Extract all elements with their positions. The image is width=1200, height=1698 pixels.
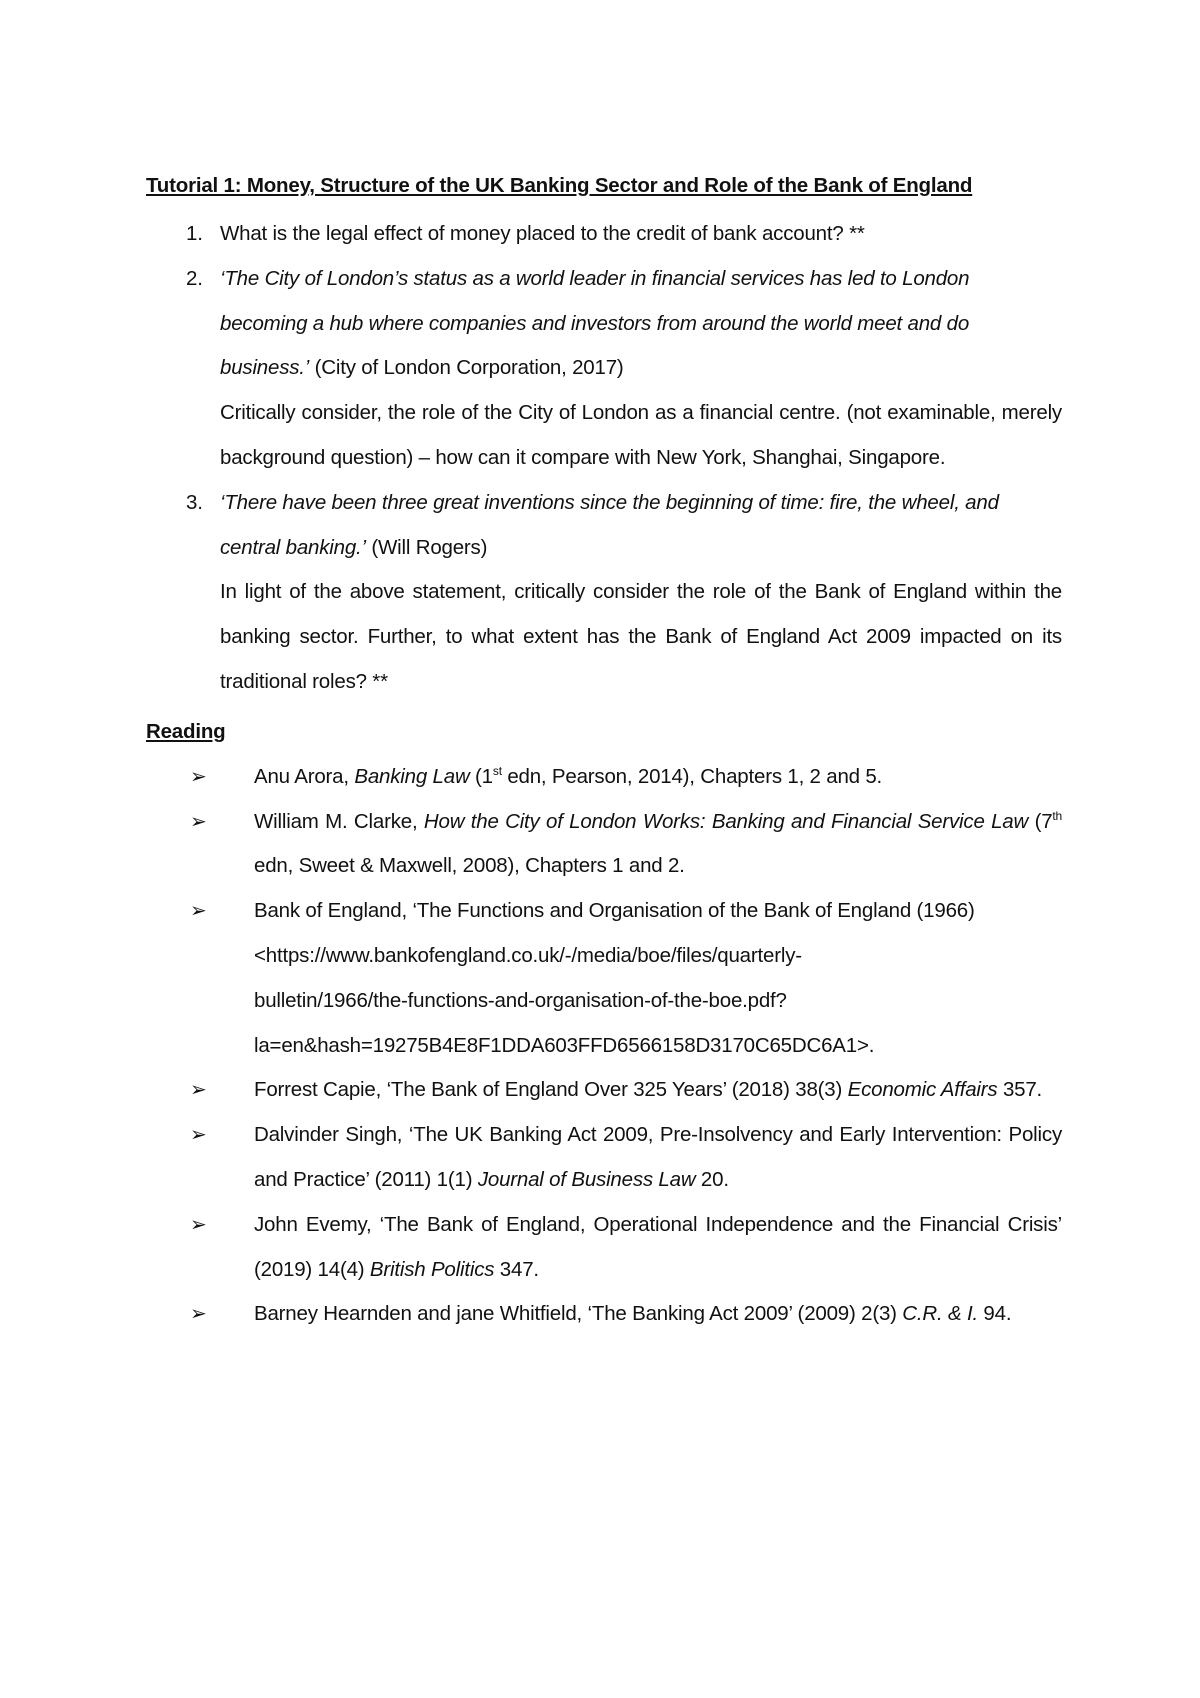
reading-heading: Reading [146,719,226,743]
reading-author: Barney Hearnden and jane Whitfield, ‘The Banking Act 2009’ (2009) 2(3) [254,1302,903,1326]
quote-attribution: (City of London Corporation, 2017) [309,356,624,380]
question-number: 1. [186,222,203,245]
tutorial-title: Tutorial 1: Money, Structure of the UK Banking Sector and Role of the Bank of England [146,174,973,197]
arrow-bullet-icon: ➢ [190,900,207,923]
reading-author: Dalvinder Singh, ‘The UK Banking Act 2009, Pre-Insolvency and Early Intervention: Policy and Practice’ (2011) 1(1) [254,1123,1062,1191]
question-text: Critically consider, the role of the City of London as a financial centre. (not examinable, merely background question) – how can it compare with New York, Shanghai, Singapore. [220,401,1062,469]
arrow-bullet-icon: ➢ [190,1213,207,1236]
question-item [146,212,1062,257]
reading-title: How the City of London Works: Banking and Financial Service Law [423,809,1029,833]
reading-journal: Economic Affairs [847,1078,998,1102]
reading-item [146,1203,1062,1293]
question-number: 2. [186,266,203,290]
reading-detail: 20. [695,1167,729,1191]
reading-journal: Journal of Business Law [477,1167,696,1191]
reading-detail: 94. [977,1302,1012,1326]
reading-url-link[interactable]: bulletin/1966/the-functions-and-organisation-of-the-boe.pdf? [254,988,787,1012]
reading-author: Forrest Capie, ‘The Bank of England Over 325 Years’ (2018) 38(3) [254,1078,848,1102]
reading-item [146,1292,1062,1337]
reading-detail: 347. [494,1257,539,1281]
question-text: What is the legal effect of money placed to the credit of bank account? ** [220,222,865,245]
reading-journal: British Politics [369,1257,495,1281]
question-list [146,212,1062,705]
arrow-bullet-icon: ➢ [190,1124,207,1147]
arrow-bullet-icon: ➢ [190,1303,207,1326]
reading-title: Banking Law [354,764,470,788]
arrow-bullet-icon: ➢ [190,810,207,833]
arrow-bullet-icon: ➢ [190,1079,207,1102]
question-text: In light of the above statement, critically consider the role of the Bank of England within the banking sector. Further, to what extent has the Bank of England Act 2009 impacted on its traditional roles? ** [220,580,1062,693]
question-quote-block [220,257,1062,391]
question-quote: ‘The City of London’s status as a world leader in financial services has led to London becoming a hub where companies and investors from around the world meet and do business.’ [220,266,970,380]
quote-attribution: (Will Rogers) [365,535,488,559]
reading-item [146,755,1062,800]
reading-item [146,1068,1062,1113]
reading-author: William M. Clarke, [254,809,424,833]
reading-url-link[interactable]: la=en&hash=19275B4E8F1DDA603FFD6566158D3170C65DC6A1>. [254,1033,875,1057]
question-number: 3. [186,490,203,514]
edition-superscript: th [1052,808,1063,823]
reading-journal: C.R. & I. [902,1302,978,1326]
edition-superscript: st [492,763,502,778]
reading-author: Anu Arora, [254,764,355,788]
reading-list [146,755,1062,1337]
reading-item [146,1113,1062,1203]
reading-detail: (1 [469,764,493,788]
reading-detail: (7 [1028,809,1053,833]
question-quote: ‘There have been three great inventions since the beginning of time: fire, the wheel, and central banking.’ [220,490,999,559]
reading-author: Bank of England, ‘The Functions and Organisation of the Bank of England (1966) [254,899,975,923]
reading-author: John Evemy, ‘The Bank of England, Operational Independence and the Financial Crisis’ (2019) 14(4) [254,1212,1062,1281]
reading-item [146,889,1062,1068]
reading-detail: edn, Pearson, 2014), Chapters 1, 2 and 5. [501,764,883,788]
arrow-bullet-icon: ➢ [190,765,207,788]
reading-detail: edn, Sweet & Maxwell, 2008), Chapters 1 and 2. [254,854,685,878]
reading-item [146,800,1062,890]
reading-url-link[interactable]: <https://www.bankofengland.co.uk/-/media/boe/files/quarterly- [254,943,802,967]
question-item [146,257,1062,481]
question-quote-block [220,481,1062,571]
reading-detail: 357. [997,1078,1043,1102]
question-item [146,481,1062,705]
